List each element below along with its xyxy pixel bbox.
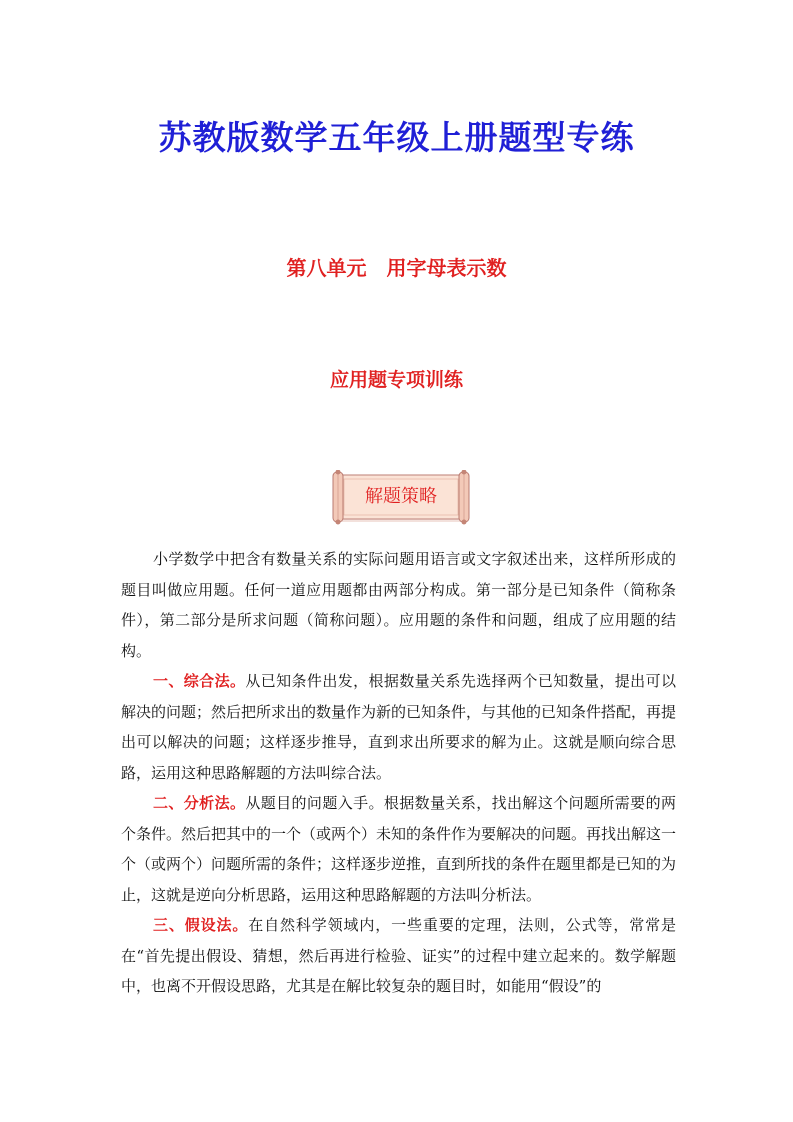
method-paragraph-analysis — [121, 788, 676, 910]
method-paragraph-synthesis — [121, 666, 676, 788]
method-heading: 三、假设法。 — [153, 916, 249, 934]
method-text: 在自然科学领域内，一些重要的定理，法则，公式等，常常是在“首先提出假设、猜想，然后再进行检验、证实”的过程中建立起来的。数学解题中，也离不开假设思路，尤其是在解比较复杂的题目时，如能用“假设”的 — [121, 916, 676, 995]
method-text: 从已知条件出发，根据数量关系先选择两个已知数量，提出可以解决的问题；然后把所求出的数量作为新的已知条件，与其他的已知条件搭配，再提出可以解决的问题；这样逐步推导，直到求出所要求的解为止。这就是顺向综合思路，运用这种思路解题的方法叫综合法。 — [121, 672, 677, 782]
section-title: 应用题专项训练 — [329, 369, 463, 391]
method-heading: 一、综合法。 — [153, 672, 246, 690]
document-title: 苏教版数学五年级上册题型专练 — [158, 118, 635, 157]
banner-label: 解题策略 — [365, 486, 437, 507]
unit-title: 第八单元 用字母表示数 — [286, 256, 507, 280]
method-paragraph-assumption — [121, 910, 676, 1002]
intro-paragraph: 小学数学中把含有数量关系的实际问题用语言或文字叙述出来，这样所形成的题目叫做应用题。任何一道应用题都由两部分构成。第一部分是已知条件（简称条件），第二部分是所求问题（简称问题）。应用题的条件和问题，组成了应用题的结构。 — [121, 550, 676, 660]
method-heading: 二、分析法。 — [153, 794, 246, 812]
method-text: 从题目的问题入手。根据数量关系，找出解这个问题所需要的两个条件。然后把其中的一个（或两个）未知的条件作为要解决的问题。再找出解这一个（或两个）问题所需的条件；这样逐步逆推，直到所找的条件在题里都是已知的为止，这就是逆向分析思路，运用这种思路解题的方法叫分析法。 — [121, 794, 677, 904]
strategy-scroll-banner — [330, 470, 472, 526]
document-body — [121, 544, 676, 1002]
